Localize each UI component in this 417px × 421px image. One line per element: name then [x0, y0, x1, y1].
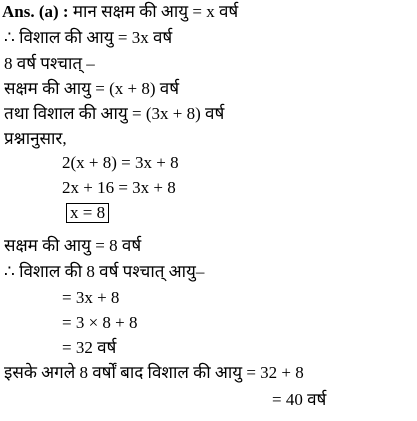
answer-label: Ans. (a) : [2, 2, 69, 21]
final-answer-line: = 40 वर्ष [272, 390, 327, 409]
calc-line-1: = 3x + 8 [62, 288, 120, 307]
solution-line-6: प्रश्नानुसार, [4, 129, 67, 148]
solution-line-10: सक्षम की आयु = 8 वर्ष [4, 236, 142, 255]
calc-line-2: = 3 × 8 + 8 [62, 313, 138, 332]
boxed-result [66, 203, 109, 223]
solution-line-15: इसके अगले 8 वर्षों बाद विशाल की आयु = 32 + 8 [4, 363, 304, 382]
solution-line-2: ∴ विशाल की आयु = 3x वर्ष [4, 28, 173, 47]
solution-line-11: ∴ विशाल की 8 वर्ष पश्चात् आयु– [4, 262, 205, 281]
equation-line-1: 2(x + 8) = 3x + 8 [62, 153, 179, 172]
solution-line-4: सक्षम की आयु = (x + 8) वर्ष [4, 79, 180, 98]
equation-line-2: 2x + 16 = 3x + 8 [62, 178, 176, 197]
calc-line-3: = 32 वर्ष [62, 338, 117, 357]
assumption-text: मान सक्षम की आयु = x वर्ष [72, 2, 239, 21]
solution-line-5: तथा विशाल की आयु = (3x + 8) वर्ष [4, 104, 225, 123]
solution-line-1 [2, 2, 238, 22]
boxed-result-text: x = 8 [66, 203, 109, 223]
solution-line-3: 8 वर्ष पश्चात् – [4, 54, 95, 73]
